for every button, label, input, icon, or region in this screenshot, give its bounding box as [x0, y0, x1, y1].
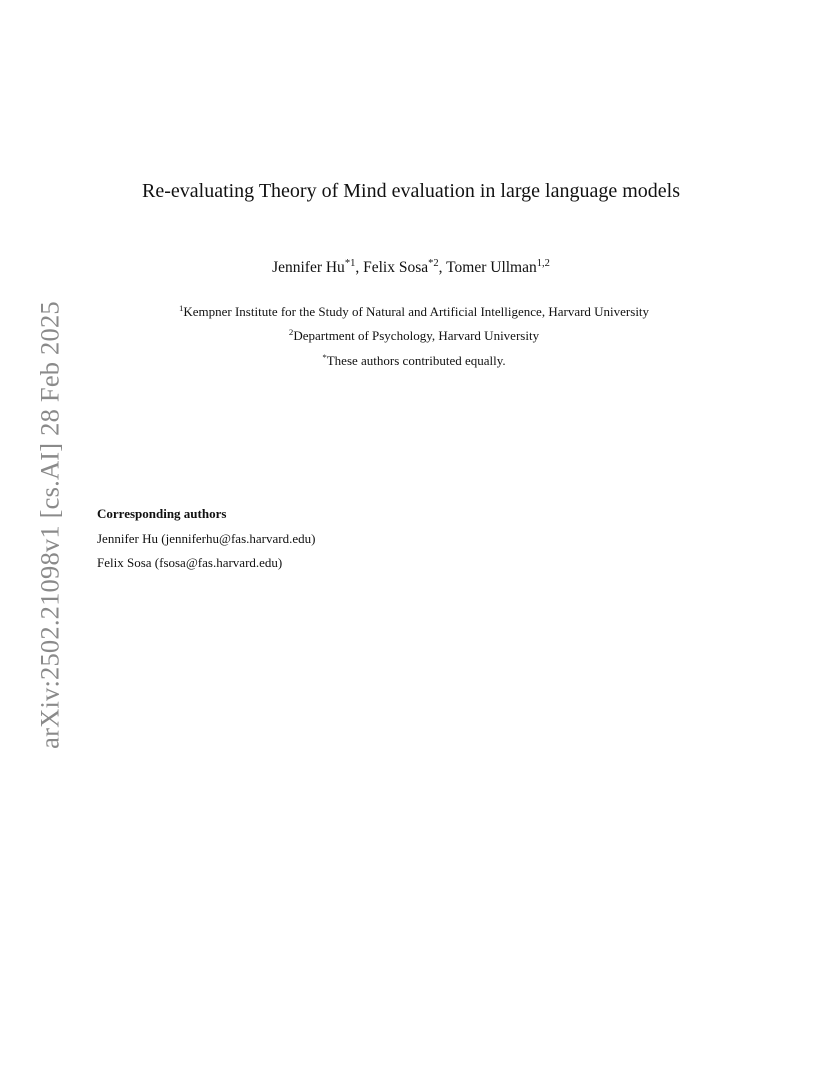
author-list: Jennifer Hu$^{*1}$, Felix Sosa$^{*2}$, Tomer Ullman$^{1,2}$	[272, 258, 550, 276]
affiliation-line	[0, 328, 828, 344]
author-affiliation-mark: 1,2	[536, 258, 550, 270]
paper-title: Re-evaluating Theory of Mind evaluation in large language models	[142, 180, 680, 202]
author-name: Jennifer Hu	[272, 259, 345, 276]
affiliation-text: These authors contributed equally.	[326, 353, 506, 368]
corresponding-author-entry: Jennifer Hu (jenniferhu@fas.harvard.edu)	[97, 531, 316, 546]
author-name: Tomer Ullman	[446, 259, 537, 276]
arxiv-identifier-stamp: arXiv:2502.21098v1 [cs.AI] 28 Feb 2025	[34, 301, 65, 749]
author-affiliation-mark: *1	[344, 258, 356, 270]
author-affiliation-mark: *2	[428, 258, 439, 270]
affiliation-text: Kempner Institute for the Study of Natural and Artificial Intelligence, Harvard University	[183, 304, 650, 319]
affiliation-mark: 1	[178, 303, 184, 314]
affiliation-mark: *	[322, 352, 327, 363]
corresponding-author-entry: Felix Sosa (fsosa@fas.harvard.edu)	[97, 555, 283, 570]
author-name: Felix Sosa	[363, 259, 429, 276]
affiliation-mark: 2	[288, 327, 294, 338]
affiliation-text: Department of Psychology, Harvard University	[293, 328, 540, 343]
corresponding-authors-heading: Corresponding authors	[97, 506, 227, 521]
equal-contribution-note	[0, 353, 828, 369]
affiliation-line	[0, 304, 828, 320]
